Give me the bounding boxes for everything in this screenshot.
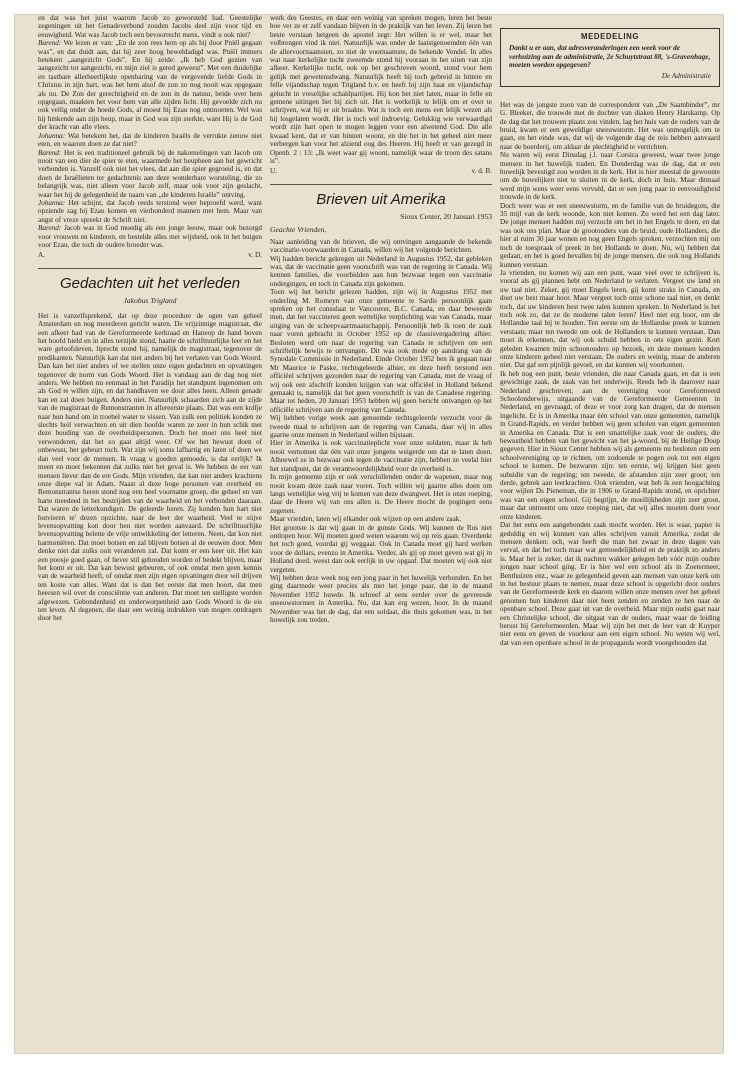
letters-paragraph: Hier in Amerika is ook vaccinatieplicht voor onze soldaten, maar ik heb nooit vernomen dat één van onze jongens weigerde om dat te laten doen. Alhoewel ze in bezwaar ook tegen de vaccinatie zijn, hebben ze veelal hier het standpunt, dat de verantwoordelijkheid voor de overheid is. <box>270 439 492 473</box>
letters-paragraph: Ja vrienden, nu komen wij aan een punt, waar veel over te schrijven is, vooral als gij plannen hebt om Nederland te verlaten. Vergeet uw land en uw taal niet. Zeker, gij moet Engels leren, gij komt straks in Canada, en doet uw best maar hoor. Maar vergeet toch onze schone taal niet, en denkt toch, dat uw kinderen best twee talen kunnen spreken. In Nederland is het toch ook zo, dat ze de moderne talen leren? Heel niet erg hoor, om de Hollandse taal bij te houden. Ten eerste om de Hollandse preek te kunnen verstaan; maar ten tweede om ook de Hollanders te kunnen verstaan. Dan moet ik erkennen, dat wij ook schuld hebben in ons eigen gezin. Kort geleden kwamen mijn schoonouders op bezoek, en deze mensen konden onze kinderen geheel niet verstaan. De ouders en weinig, maar de anderen niet. Dat gaf een pijnlijk gevoel, en dat kunnen wij voorkomen. <box>500 268 720 370</box>
letters-paragraph: Wij hadden bericht gekregen uit Nederland in Augustus 1952, dat gebleken was, dat de vaccinatie geen voorschrift was van de regering in Canada. Wij kennen families, die voorbidden aan hun bezwaar tegen een vaccinatie ondergingen, en toch in Canada zijn gekomen. <box>270 254 492 288</box>
letters-dateline: Sioux Center, 20 Januari 1953 <box>400 211 492 221</box>
letters-paragraph: Naar aanleiding van de brieven, die wij ontvingen aangaande de bekende vaccinatie-voorwaarden in Canada, willen wij het volgende berichten. <box>270 237 492 255</box>
speaker-name: Barend: <box>38 148 62 157</box>
letters-paragraph: Maar vrienden, laten wij elkander ook wijzen op een andere zaak. <box>270 515 462 524</box>
article-title: Gedachten uit het verleden <box>59 274 241 292</box>
dialogue-text: Het schijnt, dat Jacob reeds terstond weer beproefd werd, want opziende zag hij Ezau komen en vierhonderd mannen met hem. Maar van angst of vreze spreekt de Schrift niet. <box>38 198 262 224</box>
letters-paragraph: Dat het eens een aangebonden zaak mocht worden. Het is waar, papier is geduldig en wij kunnen van alles schrijven vanuit Amerika, zodat de mensen denken: och, wat heeft die man het zwaar in deze dagen van verval, en dat het toch maar wat gemoedelijkheid en de praktijk zo anders is. Maar het is zeker, dat ik nachten wakker gelegen heb vóór mijn oudste jongen naar school ging. Er is hier wel een school als in Zoetermeer, Benthuizen enz., waar ze gelegenheid geven aan mensen van onze kerk om in het bestuur plaats te nemen, maar deze school is opgericht door ouders van de Gereformeerde kerk en daarom willen onze mensen over het geheel genomen hun kinderen daar niet heen zenden en zenden ze hen naar de openbare school. Deze gaat uit van de overheid. Maar mijn oudst gaat naar een Christelijke school, die uitgaat van de ouders, maar waar de leiding berust bij Gereformeerden. Maar wij zijn het met de leer van dr Kuyper niet eens en geven de voorkeur aan een eigen school. Nu weten wij wel, dat van een openbare school in de propaganda wordt voorgehouden dat <box>500 521 720 647</box>
speaker-name: Barend: <box>38 39 62 48</box>
letters-paragraph: Doch weer was er een sneeuwstorm, en de familie van de bruidegom, die 35 mijl van de kerk woonde, kon niet komen. Zo werd het een dag later. De jonge mensen hadden mij verzocht om het in het Engels te doen, en dat was ook ons plan. Maar de grootouders van de bruid, oude Hollanders, die hier al ruim 30 jaar wonen en nog geen Engels spreken, verzochten mij om toch de toespraak of preek in het Hollands te doen. Nu, wij hebben dat gedaan, en het is goed bevallen bij de jonge mensen, die ook nog Hollands kunnen verstaan. <box>500 201 720 269</box>
letters-paragraph: Het grootste is dat wij gaan in de gunste Gods. Wij kunnen de Rus niet ontlopen hoor. Wij moeten goed weten waarom wij op reis gaan. Overdenkt het toch goed, voordat gij weggaat. Ook in Canada moet gij hard werken voor de dollars, evenzo in Amerika. Verder, als gij op moet geven wat gij in Holland deed, weest dan ook eerlijk in uw opgaaf. Dat moeten wij ook niet vergeten. <box>270 523 492 574</box>
section-divider <box>270 184 492 185</box>
signature-left: A. <box>38 251 45 260</box>
dialogue-text: Jacob was in God moedig als een jonge leeuw, maar ook bezorgd voor vrouwen en kinderen, en bestelde alles met wijsheid, ook in het buigen voor Ezau, die toch de oudere broeder was. <box>38 224 262 249</box>
dialogue-text: We lezen er van: „En de zon rees hem op als hij door Pniël gegaan was”, en dat duidt aan, dat hij zeer hoog beweldadigd was. Pniël immers betekent „aangezicht Gods”. En hij zeide: „Ik heb God gezien van aangezicht tot aangezicht, en mijn ziel is gered geweest”. Met een duidelijke en tastbare allerheerlijkste openbaring van de vergevende liefde Gods in Christus in zijn hart, was het hem alsof de zon zo nog nooit was opgegaan als nu. De Zon der gerechtigheid en de zon in de natuur, beide over hem opgegaan, maakten het voor hem van alle zijden licht. Hij gevoelde zich nu ook veilig onder de hoede Gods, al moest hij Ezau nog ontmoeten. Wel was hij hinkende aan zijn heup, maar in God was zijn sterkte, want Hij is de God der kracht van alle vlees. <box>38 39 262 132</box>
letters-paragraph: Het was de jongste zoon van de correspondent van „De Saambinder”, mr G. Bleeker, die trouwde met de dochter van diaken Henry Harskamp. Op de dag dat het trouwen plaats zou vinden, lag het huis van de ouders van de bruid, kwam er een geweldige sneeuwstorm. Het was onmogelijk om te gaan, en het einde was, dat wij de volgende dag de reis hebben aanvaard naar de boerderij, om aldaar de plechtigheid te verrichten. <box>500 100 720 151</box>
notice-body: Dankt u er aan, dat adresveranderingen een week voor de verhuizing aan de administratie, 2e Schuytstraat 88, 's-Gravenhage, moeten worden opgegeven? <box>509 44 711 70</box>
letters-paragraph: Wij hebben vorige week aan genoemde rechtsgeleerde verzocht voor de tweede maal te schrijven aan de regering van Canada, daar wij in alles gaarne onze mensen in Nederland willen bijstaan. <box>270 414 492 440</box>
signature-right: v. d. B. <box>471 167 492 176</box>
dialogue-barend-1 <box>38 39 262 131</box>
dialogue-johanna-1 <box>38 132 262 149</box>
signature-left: U. <box>270 167 277 176</box>
letters-greeting: Geachte Vrienden, <box>270 224 327 234</box>
letters-paragraph: Toen wij het bericht gelezen hadden, zijn wij in Augustus 1952 met onderling M. Romeyn van onze gemeente te Sardis persoonlijk gaan spreken op het consulaat te Vancouver, B.C. Canada, en daar beweerde men, dat het vaccineren geen wettelijke verplichting was van Canada, maar uitging van de scheepvaartmaatschappij. Persoonlijk heb ik toen de zaak naar voren gebracht in October 1952 op de classisvergadering alhier. Besloten werd om naar de regering van Canada te schrijven om een schriftelijk bewijs te ontvangen. Dit was ook mede op aandrang van de Synodale Commissie in Nederland. Einde October 1952 ben ik gegaan naar Mr Maurice te Paske, rechtsgeleerde alhier, en deze heeft terstond een officiëel schrijven gezonden naar de regering van Canada, met de vraag of wij ook een afschrift konden krijgen van wat officiëel in Holland bekend gemaakt is, namelijk dat het geen voorschrift is van de Canadese regering. Maar tot heden, 20 Januari 1953 hebben wij geen bericht ontvangen op het officiële schrijven aan de regering van Canada. <box>270 288 492 414</box>
section-divider <box>38 268 262 269</box>
spacer <box>500 87 720 101</box>
dialogue-intro: en dat was het juist waarom Jacob zo geworsteld had. Geestelijke zegeningen uit het Genadeverbond zouden Jacobs deel zijn voor tijd en eeuwigheid. Wat was Jacob toch een bevoorrecht mens, vindt u ook niet? <box>38 14 262 39</box>
dialogue-barend-3 <box>38 224 262 249</box>
dialogue-barend-2 <box>38 149 262 199</box>
column-3 <box>500 14 720 1050</box>
article-author: Jakobus Trigland <box>123 295 177 305</box>
speaker-name: Johanna: <box>38 131 66 140</box>
letters-paragraph: In mijn gemeente zijn er ook verschillenden onder de wapenen, maar nog nooit kwam deze zaak naar voren. Toch willen wij gaarne alles doen om langs wettelijke weg vrij te komen van deze dwangwet. Het is onze roeping, daar de Heere wij van ons allen is. De Heere mocht de pogingen eens zegenen. <box>270 473 492 515</box>
dialogue-text: Het is een traditioneel gebruik bij de nakomelingen van Jacob om nooit van een dier de spier te eten, waarmede het heupbeen aan het gewricht verbonden is. Vanzelf ook niet het vlees, dat aan die spier gegroeid is, en dat doen de Israëlieten ter gedachtenis aan deze wonderbare worsteling, die zo belangrijk was, niet alleen voor Jacob zelf, maar ook voor zijn geslacht, waar het hij de gelegenheid de naam van „de kinderen Israëls” ontving. <box>38 148 262 199</box>
notice-title: MEDEDELING <box>581 32 639 41</box>
letters-paragraph: Ik heb nog een punt, beste vrienden, die naar Canada gaan, en dat is een gewichtige zaak, de zaak van het onderwijs. Reeds heb ik daarover naar Nederland geschreven, aan de vereniging voor Gereformeerd Schoolonderwijs, uitgaande van de Gereformeerde Gemeenten in Nederland, en gevraagd, of deze er voor zorg kan dragen, dat de mensen ingelicht. Er is in Amerika maar één school van onze gemeenten, namelijk in Grand-Rapids, en verder hebben wij geen scholen van eigen gemeenten in Amerika en Canada. Dat is een smartelijke zaak voor de ouders, die bewustheid hebben van het gewicht van het ja-woord, bij de Heilige Doop gegeven. Hier in Sioux Center hebben wij als gemeente nu besloten om een schoolvereniging op te richten, om zodoende te pogen ook tot een eigen school te komen. De bezwaren zijn: ten eerste, wij krijgen hier geen subsidie van de regering; ten tweede, de afstanden zijn zeer groot; ten derde, gebrek aan leerkrachten. Ook vrienden, wat heb ik een hoogachting voor wijlen Ds Pieneman, die in 1906 te Grand-Rapids stond, en oprichter was van een eigen school. Gij begrijpt, de moeilijkheden zijn zeer groot, maar dat ontneemt ons onze roeping niet, dat wij alles moeten doen voor onze kinderen. <box>500 369 720 521</box>
letters-paragraph: Wij hebben deze week nog een jong paar in het huwelijk verbonden. En het ging daarmede weer precies als met het jonge paar, dat in de maand November 1952 huwde. Ik schreef al eens eerder over de gevreesde sneeuwstormen in Amerika. Nu, dat kan erg wezen, hoor. In de maand November was het de dag, dat een soldaat, die thuis gekomen was, in het huwelijk zou treden. <box>270 573 492 624</box>
speaker-name: Johanna: <box>38 198 66 207</box>
signature-row <box>38 251 262 259</box>
column-2 <box>270 14 492 1050</box>
notice-box <box>500 28 720 87</box>
dialogue-text: Wat betekent het, dat de kinderen Israëls de verrukte zenuw niet eten, en waarom doen ze dat niet? <box>38 131 262 149</box>
article-continuation: werk des Geestes, en daar een weinig van spreken mogen, leren het beste hoe ver ze er zelf vandaan blijven in de praktijk van het leven. Zij leren het beste verstaan hetgeen de apostel zegt: Het willen is er wel, maar het volbrengen vind ik niet. Natuurlijk was onder de laatstgenoemden één van de allervoornaamsten, zo niet de voornaamste, de bekende Vondel. In alles wat naar kerkelijke tucht zweemde stond hij vooraan in het uiten van zijn afkeer. Kerkelijke tucht, ook op het geschreven woord, stond voor hem gelijk met gewetensdwang. Natuurlijk heeft hij toch gebreid in bittere en felle vijandschap tegen Trigland h.v. en heeft hij zijn haat en vijandschap gelucht in vreselijke schaldpartijen. Hij kon het niet laten, maar in felle en gemene uitingen liet hij zich uit. Het is werkelijk te lelijk om er over te schrijven, wat hij er uit braakte. Wat is toch een mens een lelijk wezen als hij losgelaten wordt. Het is toch wel indroevig. Gelukkig wie verwaardigd wordt zijn hart open te mogen leggen voor een alwetend God. Die alle kwaad kent, dat er van binnen woont, en die het in het geheel niet meer verbergen kan voor het alziend oog des Heeren. Hij heeft er van gezegd in Openb. 2 : 13: „Ik weet waar gij woont, namelijk waar de troon des satans is”. <box>270 14 492 165</box>
newspaper-page <box>14 14 724 1054</box>
notice-signature: De Administratie <box>661 71 711 80</box>
dialogue-johanna-2 <box>38 199 262 224</box>
letters-paragraph: Nu waren wij eerst Dinsdag j.l. naar Corsica geweest, waar twee jonge mensen in het huwelijk traden. En Donderdag was de dag, dat er een huwelijk bevestigd zou worden in de kerk. Het is hier meestal de gewoonte om de huwelijken niet te sluiten in de kerk, doch in huis. Maar ditmaal werd mijn wens weer eens vervuld, dat er een jong paar in eenvoudigheid trouwde in de kerk. <box>500 151 720 202</box>
speaker-name: Barend: <box>38 224 62 233</box>
article-body: Het is vanzelfsprekend, dat op deze procedure de ogen van geheel Amsterdam en nog meerderen gericht waren. De vrijzinnige magistraat, die een afkeer had van de Gereformeerde kerkraad en Haneop de hand boven het hoofd hield en in alles terzijde stond, haatte de schrifttuurlijke leer en het ware geloofsleven, liprecht stond hij, namelijk de magistraat, tegenover de predikanten. Natuurlijk kan dat niet anders bij het verlaten van Gods Woord. Dan kan het niet anders of we stellen onze eigen gedachten en opvattingen tegenover de norm van Gods Woord. Het is vandaag aan de dag nog niet anders. We hebben nu eenmaal in het Paradijs het standpunt ingenomen om als God te willen zijn, en dat handhaven we door alles heen. Alleen genade kan en zal doen buigen. Anders niet. Natuurlijk schaarden zich aan de zijde van de magistraat de Remonstranten in allereerste plaats. Dat was een kolfje naar hun hand om in troebel water te vissen. Van zulk een politiek konden ze slechts heil verwachten en uit dien hoofde waren ze zeer in hun schik met deze houding van de overheidspersonen. Doch het moet ons heel niet verwonderen, dat het zo gaat altijd weer. Of we het bewust doen of onbewust, het gebeurt toch. Wat zijn wij soms lafhartig en laten of doen we dan veel voor de mensen. Ik vraag u goeden gemoede, is dat eerlijk? Ik meen en moet bekennen dat zulks niet het geval is. We hebben de eer van mensen liever dan de ere Gods. Mijn vrienden, dat kan niet anders krachtens onze diepe val in Adam. Naast al deze hoge personen van overheid en Remonstrantse heren stond nog een heel voorname groep, die geheel en van harte meedeed in het bestrijden van de waarheid en het verbonden daaraan. Dat waren de letterkundigen. De geleerde heren. Zij konden hun hart niet botvieren te' dezen opzichte, naar de leer der waarheid. Veel te stijve levensopvatting kon door hen niet worden aanvaard. De schrifttuurlijke levensopvatting belette de vrije ontwikkeling der letteren. Neen, dat kon niet harmoniëren. Dat moet botsen en zal blijven botsen al de eeuwen door. Men denke niet dat zulks ooit veranderen zal. Dat komt er een keer uit. Het kan een poosje goed gaan, of liever stil gehouden worden of bedekt blijven, maar het komt er uit. Dat kan bewust gebeuren, of ook omdat men geen kennis van de waarheid heeft, of omdat men zijn eigen opvattingen door wil drijven ten koste van alles. Want dat is dan het eerste dat men hoort, dat men heersen wil over de consciëntie van anderen. Dat moet ten stelligste worden afgewezen. Gebondenheid en onderworpenheid aan Gods Woord is de eis ten leven. Al degenen, die daar een weinig indrukken van mogen ontdragen door het <box>38 311 262 623</box>
signature-right: v. D. <box>248 251 262 260</box>
letters-title: Brieven uit Amerika <box>316 190 446 208</box>
signature-row <box>270 167 492 175</box>
column-1 <box>38 14 262 1050</box>
